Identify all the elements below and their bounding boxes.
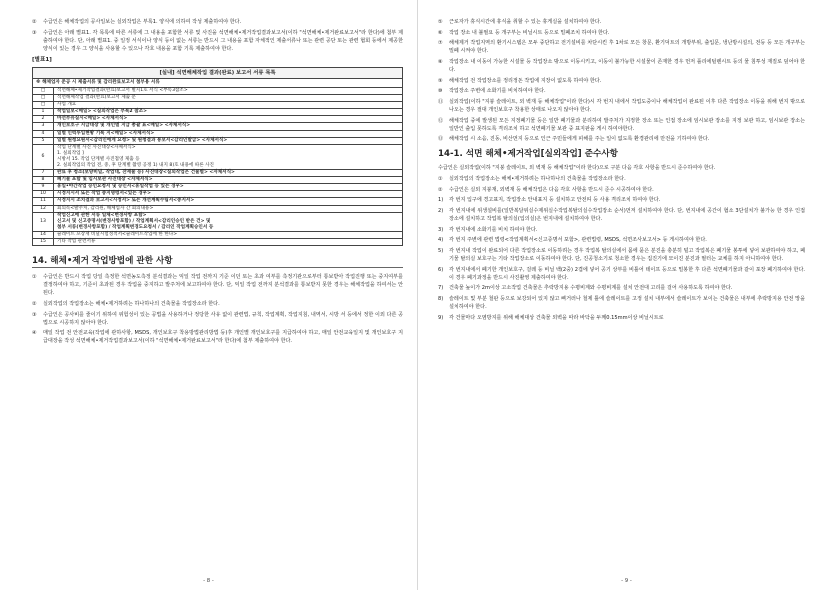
paragraph-text: 실외작업의 작업장소는 해체•제거하려는 하나하나의 건축물을 작업장소라 한다. bbox=[449, 176, 626, 182]
table-row bbox=[33, 144, 403, 169]
paragraph-number: ⑧ bbox=[438, 58, 443, 65]
paragraph-text: 작업장소 내 이동이 가능한 시설물 등 작업장소 밖으로 이동시키고, 이동이 불가능한 시설물이 존재한 경우 먼저 플리에틸렌시트 등의 물 침투성 재질로 덮어야 한다. bbox=[449, 58, 805, 74]
paragraph-number: 5) bbox=[438, 247, 444, 254]
row-document: 시정지시 조치결과 보고서<시정서> 또는 개선계획수립서<중지서> bbox=[54, 198, 403, 205]
row-document: 마선부유실시<매일> <자체서식> bbox=[54, 116, 403, 123]
paragraph bbox=[438, 98, 805, 114]
paragraph bbox=[438, 186, 805, 194]
appendix-label: [별표1] bbox=[32, 56, 52, 63]
row-document: 사업 개요 bbox=[54, 102, 403, 109]
paragraph bbox=[32, 29, 403, 53]
paragraph-text: 각 번지내 작업이 완료되어 다른 작업장소로 이동하려는 경우 작업복 탈의실에서 몸에 묻은 분진을 충분히 털고 작업복은 폐기물 봉투에 넣어 보관하여야 하고, 폐기물 탈의실 보호구는 기타 작업장소로 이동하여야 한다. 단, 진공청소기로 청소한 경우는 집진기에 모이진 분진과 필터는 교체를 하지 아니하여야 한다. bbox=[449, 247, 805, 262]
paragraph-text: 실외작업(이하 "지붕 슬레이트, 외 벽재 등 해체작업"이라 한다)시 각 번지 내에서 작업도중이나 해체작업이 완료된 이후 다른 작업장소 이동을 위해 번지 밖으로 나오는 경우 절대 개인보호구 착용한 상태로 나오지 않아야 한다. bbox=[449, 98, 805, 113]
table-row bbox=[33, 198, 403, 205]
paragraph bbox=[438, 196, 805, 204]
paragraph-number: ③ bbox=[32, 311, 37, 318]
paragraph-number: 4) bbox=[438, 237, 444, 244]
paragraph-number: ⑬ bbox=[438, 136, 444, 143]
paragraph-text: 건축물 높이가 2m이상 고소작업 건축물은 추락방지용 수평비계와 수평비계를 설치 안전대 고리를 걸어 사용하도록 하여야 한다. bbox=[449, 285, 733, 292]
paragraph-text: 해체제거 작업지역의 환기시스템은 모두 중단하고 전기설비를 차단시킨 후 1차로 모든 창문, 환기덕트의 개방부위, 출입문, 냉난방시설의, 전등 등 모든 개구부는 밀폐 시켜야 한다. bbox=[449, 40, 805, 55]
paragraph-number: ② bbox=[438, 186, 443, 193]
section-14-1-paragraphs bbox=[438, 175, 805, 322]
paragraph bbox=[32, 273, 403, 297]
paragraph-text: 각 번지내에 위생설비를(일반복달위실수제위실수작업복탈의실수작업장소 순서)먼저 설치하여야 한다. 단, 번지내에 공간이 협소 3단설치가 불가능 한 경우 인접장소에 설치하고 작업복 탈의실(입의실)은 번지내에 설치하여야 한다. bbox=[449, 207, 805, 222]
row-document: 일별 원청요원서<감리인에게 요청> 및 원청결과 통보서<감리인발급> <자체서식> bbox=[54, 137, 403, 144]
paragraph-number: ⑨ bbox=[438, 77, 443, 84]
paragraph-number: ④ bbox=[32, 330, 37, 337]
row-document: 석면해체작업 결과(완료)보고서 제출 문 bbox=[54, 95, 403, 102]
row-document: 폐기물 포함 및 임시보관 사진대장 <자체서식> bbox=[54, 177, 403, 184]
paragraph-number: 2) bbox=[438, 207, 444, 214]
paragraph bbox=[438, 226, 805, 234]
row-document: 회의록<발주처, 감리원, 해체업자 간 회의내용> bbox=[54, 205, 403, 212]
table-row bbox=[33, 109, 403, 116]
left-page bbox=[0, 0, 417, 590]
section-14-1-intro: 수급인은 실외작업(이하 "지붕 슬레이트, 외 벽재 등 해체작업"이라 한다)으로 구분 다음 각호 사항을 반드시 준수하여야 한다. bbox=[438, 165, 716, 172]
paragraph-text: 해체작업 전 작업장소를 정리정돈 작업에 지장이 없도록 하여야 한다. bbox=[449, 77, 602, 84]
paragraph bbox=[438, 135, 805, 143]
row-document: 기타 작업 관련서류 bbox=[54, 239, 403, 246]
table-row bbox=[33, 170, 403, 177]
row-document: 개인보호구 지급대장 및 개인별 지급 총괄 표<매일> <자체서식> bbox=[54, 123, 403, 130]
row-document: 휴일•야간작업 승인요청서 및 승인서<휴일작업 등 있는 경우> bbox=[54, 184, 403, 191]
paragraph bbox=[438, 314, 805, 322]
table-row bbox=[33, 102, 403, 109]
paragraph-number: ⑩ bbox=[438, 88, 443, 95]
page-number-9: - 9 - bbox=[621, 578, 632, 584]
row-number: 1 bbox=[33, 109, 54, 116]
paragraph-text: 실외작업의 작업장소는 해체•제거하려는 하나하나의 건축물을 작업장소라 한다. bbox=[43, 300, 220, 307]
row-number: 8 bbox=[33, 177, 54, 184]
row-number: 6 bbox=[33, 144, 54, 169]
paragraph-number: ① bbox=[32, 274, 37, 281]
paragraph bbox=[438, 18, 805, 26]
paragraph bbox=[438, 58, 805, 74]
table-row bbox=[33, 123, 403, 130]
paragraph-text: 수급인은 반드시 작업 당일 측정한 석면농도측정 분석결과는 익일 작업 전까지 기준 이던 또는 초과 여부를 측정기관으로부터 통보받아 작업진행 또는 중지여부를 결정하여야 하고, 기준이 초과된 경우 작업을 중지하고 발주처에 보고하여야 한다. 단, 익일 작업 전까지 분석결과를 통보받지 못한 경우는 해체작업을 하여서는 안된다. bbox=[43, 274, 403, 297]
paragraph bbox=[438, 77, 805, 85]
row-document: 완료 후 청소(보양비닐, 작업대, 잔재물 등) 사진대장<실외작업은 건물별> <자체서식> bbox=[54, 170, 403, 177]
paragraph-text: 각 건물마다 오염방지를 위해 해체대상 건축물 외벽을 따라 바닥을 두께0.15mm이상 비닐시트로 bbox=[449, 314, 664, 321]
section-14-1-title: 14-1. 석면 해체•제거작업[실외작업] 준수사항 bbox=[438, 149, 618, 160]
paragraph bbox=[438, 295, 805, 311]
row-number: 10 bbox=[33, 191, 54, 198]
paragraph bbox=[32, 18, 403, 26]
table-row bbox=[33, 205, 403, 212]
paragraph-number: ③ bbox=[32, 29, 37, 36]
row-number: 15 bbox=[33, 239, 54, 246]
paragraph-number: 3) bbox=[438, 226, 444, 233]
paragraph bbox=[438, 266, 805, 282]
paragraph-number: 9) bbox=[438, 314, 444, 321]
row-number: 7 bbox=[33, 170, 54, 177]
paragraph-text: 각 번지 입구에 경고표지, 작업장소 안내표지 등 설치하고 안전띠 등 사용 격리조치 하여야 한다. bbox=[449, 197, 661, 204]
row-number: 4 bbox=[33, 130, 54, 137]
section-14-paragraphs bbox=[32, 273, 403, 345]
paragraph bbox=[438, 117, 805, 133]
documents-table bbox=[32, 67, 403, 246]
paragraph bbox=[438, 284, 805, 292]
paragraph bbox=[32, 329, 403, 345]
paragraph-text: 수급인은 해체작업의 공사일보는 실외작업은 부록1. 양식에 의하여 작성 제출하여야 한다. bbox=[43, 19, 242, 25]
table-title-row bbox=[33, 67, 403, 78]
paragraph-number: ② bbox=[32, 300, 37, 307]
paragraph bbox=[32, 300, 403, 308]
paragraph-text: 수급인은 공사비를 줄이기 위하여 위험성이 있는 공법을 사용하거나 정당한 사유 없이 관련법, 규칙, 작업계획, 작업지침, 내역서, 시방 서 등에서 정한 이외 다른 공법으로 시공하지 않아야 한다. bbox=[43, 311, 403, 326]
paragraph-number: 7) bbox=[438, 285, 444, 292]
row-document: 시정지시서 또는 작업 중지명령서<있는 경우> bbox=[54, 191, 403, 198]
row-document: 석면해체•제거작업결과(완료)보고서 별지1호 서식 <부록3참조> bbox=[54, 87, 403, 94]
paragraph bbox=[438, 207, 805, 223]
row-document: 착업신고에 관한 서류 일체<변경사항 포함> 신고서 및 신고증명서(변경사항포함) / 작업계획서<감리인승인 받은 건> 및 첨부 서류(변경사항포함) / 작업계획변경도요청서 / 감리인 작업계획승인서 등 bbox=[54, 212, 403, 231]
paragraph-number: 1) bbox=[438, 197, 444, 204]
paragraph bbox=[438, 175, 805, 183]
table-row bbox=[33, 184, 403, 191]
paragraph bbox=[438, 87, 805, 95]
table-row bbox=[33, 137, 403, 144]
row-document: 착업일보<매일> <실외작업은 부록2 참조> bbox=[54, 109, 403, 116]
paragraph-text: 매일 작업 전 안전교육(작업에 관하사항, MSDS, 개인보호구 착용방법관리방법 등)후 개인별 개인보호구를 지급하여야 하고, 매일 안전교육일지 및 개인보호구 지급대장을 작성 석면해체•제거작업결과보고서(이하 "석면해체•제거완료보고서"라 한다)에 첨부 제출하여야 한다. bbox=[43, 330, 403, 345]
paragraph-number: ⑦ bbox=[438, 40, 443, 47]
paragraph-number: ① bbox=[438, 176, 443, 182]
row-number: 14 bbox=[33, 231, 54, 238]
row-number: □ bbox=[33, 95, 54, 102]
row-number: □ bbox=[33, 87, 54, 94]
page-number-8: - 8 - bbox=[203, 578, 214, 584]
paragraph-text: 작업장소 주변에 소화기를 비치하여야 한다. bbox=[449, 88, 546, 95]
row-number: 11 bbox=[33, 198, 54, 205]
paragraph-text: 각 번지내에서 폐기한 개인보호구, 걸레 등 비닐 백(2중) 2겹에 넣어 공기 상부를 비틀어 테이프 등으로 밀봉한 후 다른 석면폐기물과 같이 포장 폐기하여야 한다. 이 경우 폐기과정을 반드시 사진촬영 제출하여야 한다. bbox=[449, 266, 805, 281]
paragraph bbox=[32, 311, 403, 327]
paragraph-text: 해체작업 시 소음, 진동, 비산먼지 등으로 인근 주민들에게 피해를 주는 일이 없도록 환경관리에 만전을 기하여야 한다. bbox=[449, 136, 710, 143]
row-document: 작업 단계별 사진 사진대장<자체서식> 1. 실외작업 ] 시방서 15. 작업 단계별 사진첩영 제출 등 2. 실외작업의 작업 전, 중, 후 단계별 촬영 공정 1) 내지 8)호 내용에 따른 사진 bbox=[54, 144, 403, 169]
row-number: 3 bbox=[33, 123, 54, 130]
paragraph-number: 6) bbox=[438, 266, 444, 273]
table-title: [실내] 석면해체작업 결과(완료) 보고서 서류 목록 bbox=[33, 67, 403, 78]
table-subtitle: ※ 해체업자 준공 시 제출서류 및 감리완료보고서 첨부용 서류 bbox=[33, 78, 403, 87]
table-row bbox=[33, 130, 403, 137]
row-document: 일별 인력투입현황 기록 지<매일> <자체서식> bbox=[54, 130, 403, 137]
paragraph bbox=[438, 39, 805, 55]
row-number: 2 bbox=[33, 116, 54, 123]
table-row bbox=[33, 239, 403, 246]
section-14-title: 14. 해체•제거 작업방법에 관한 사항 bbox=[32, 256, 403, 268]
paragraph-text: 근로자가 휴식시간에 휴식을 취할 수 있는 휴게실을 설치하여야 한다. bbox=[449, 19, 602, 25]
right-top-paragraphs bbox=[438, 18, 805, 143]
table-subtitle-row bbox=[33, 78, 403, 87]
table-row bbox=[33, 212, 403, 231]
table-row bbox=[33, 116, 403, 123]
paragraph-number: ⑤ bbox=[438, 19, 443, 25]
left-intro-paragraphs bbox=[32, 18, 403, 53]
paragraph-text: 수급인은 아래 별표1. 각 목록에 따른 서류에 그 내용을 포함한 서류 및 사진을 석면해체•제거작업결과보고서(이하 "석면해체•제거완료보고서"라 한다)에 첨부 제출하여야 한다. 단, 아래 별표1. 중 일정 서식이나 양식 등이 없는 서류는 반드시 그 내용을 포함 자체적인 제출서류나 또는 관련 공단 또는 관련 협회 등에서 제공한 양식이 있는 경우 그 양식을 사용할 수 있으나 각호 내용을 포함 기록 제출하여야 한다. bbox=[43, 29, 403, 52]
row-document: 슬레이트 포장재 비닐시험성적서<슬레이트작업에 한 한다> bbox=[54, 231, 403, 238]
paragraph-text: 작업 장소 내 불필요 등 개구부는 비닐시트 등으로 밀폐조치 하여야 한다. bbox=[449, 29, 610, 36]
right-page bbox=[418, 0, 835, 590]
paragraph-text: 각 번지 주변에 관련 법령<작업계획서<신고증명서 포함>, 관련법령, MSDS, 석면조사보고서> 등 게시하여야 한다. bbox=[449, 237, 707, 244]
paragraph-number: ② bbox=[32, 19, 37, 25]
table-row bbox=[33, 95, 403, 102]
row-number: 9 bbox=[33, 184, 54, 191]
paragraph-number: ⑪ bbox=[438, 98, 444, 105]
paragraph bbox=[438, 247, 805, 263]
paragraph-text: 수급인은 실외 지붕재, 외벽재 등 해체작업은 다음 각호 사항을 반드시 준수 시공하여야 한다. bbox=[449, 186, 654, 193]
paragraph-text: 해체작업 중에 발생된 모든 지정폐기물 등은 일반 폐기물과 분리하여 발주처가 지정한 장소 또는 인접 장소에 임시보관 장소를 지정 보관 하고, 임시보관 장소는 일반인 출입 못하도록 격리조치 하고 석면폐기물 보관 중 표지판을 게시 하여야한다. bbox=[449, 117, 805, 132]
paragraph bbox=[438, 236, 805, 244]
row-number: □ bbox=[33, 102, 54, 109]
table-row bbox=[33, 231, 403, 238]
paragraph bbox=[438, 29, 805, 37]
table-row bbox=[33, 87, 403, 94]
row-number: 13 bbox=[33, 212, 54, 231]
paragraph-number: 8) bbox=[438, 295, 444, 302]
paragraph-number: ⑥ bbox=[438, 29, 443, 36]
table-row bbox=[33, 191, 403, 198]
table-row bbox=[33, 177, 403, 184]
paragraph-text: 각 번지내에 소화기를 비치 하여야 한다. bbox=[449, 226, 538, 233]
paragraph-text: 슬레이트 및 부분 철판 등으로 보강되어 있지 않고 삐거러나 철제 틀에 슬레이트를 고정 설치 내부에서 슬레이트가 보이는 건축물은 내부에 추락방지용 안전 망을 설치하여야 한다. bbox=[449, 295, 805, 310]
row-number: 12 bbox=[33, 205, 54, 212]
paragraph-number: ⑫ bbox=[438, 117, 444, 124]
row-number: 5 bbox=[33, 137, 54, 144]
